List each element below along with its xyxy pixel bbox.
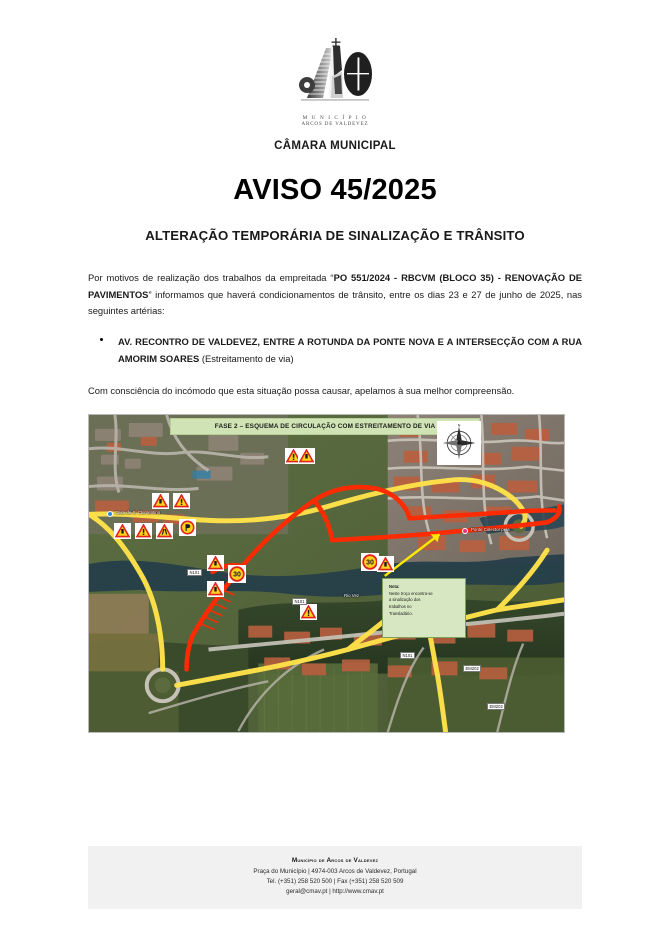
municipality-crest-icon — [293, 36, 377, 114]
logo-caption-line1: M U N I C Í P I O — [302, 115, 368, 121]
affected-streets-list — [88, 334, 582, 367]
note-line-3: trabalhos no — [389, 604, 412, 610]
closing-paragraph: Com consciência do incómodo que esta situação possa causar, apelamos à sua melhor compreensão. — [88, 385, 515, 397]
warning-roadworks-sign-6 — [207, 581, 224, 597]
note-line-1: Neste troço encontra-se — [389, 590, 433, 596]
footer-phone: Tel. (+351) 258 520 500 | Fax (+351) 258 520 509 — [266, 877, 404, 885]
page-title: AVISO 45/2025 — [233, 173, 437, 206]
map-label-river: Rio Vez — [344, 593, 360, 599]
intro-after: ” informamos que haverá condicionamentos de trânsito, entre os dias 23 e 27 de junho de 2025, nas seguintes artérias: — [88, 288, 582, 317]
map-phase-banner: FASE 2 – ESQUEMA DE CIRCULAÇÃO COM ESTREITAMENTO DE VIA — [170, 418, 480, 435]
note-line-4: Transladário. — [389, 610, 413, 616]
map-label-casa: Casa de S. Clementino — [115, 510, 161, 516]
svg-text:30: 30 — [366, 559, 374, 567]
road-badge-em202-b: EM202 — [487, 703, 505, 710]
road-badge-n101-a: N101 — [187, 569, 202, 576]
page-subtitle: ALTERAÇÃO TEMPORÁRIA DE SINALIZAÇÃO E TRÂNSITO — [145, 227, 525, 243]
footer-address: Praça do Município | 4974-003 Arcos de Valdevez, Portugal — [253, 867, 417, 875]
road-badge-em202-a: EM202 — [463, 665, 481, 672]
map-note-box — [382, 578, 466, 638]
compass-rose-icon — [437, 421, 481, 465]
street-name: AV. RECONTRO DE VALDEVEZ, ENTRE A ROTUNDA DA PONTE NOVA E A INTERSECÇÃO COM A RUA AMORIM SOARES — [118, 335, 582, 364]
list-item — [118, 334, 582, 367]
warning-roadworks-sign — [152, 493, 169, 509]
map-figure — [88, 414, 565, 733]
street-note: (Estreitamento de via) — [199, 352, 294, 364]
warning-exclamation-sign — [173, 493, 190, 509]
road-badge-n101-b: N101 — [292, 598, 307, 605]
warning-roadworks-sign-2 — [114, 523, 131, 539]
warning-exclamation-sign-2 — [135, 523, 152, 539]
warning-roadworks-sign-3 — [207, 555, 224, 571]
warning-exclamation-sign-4 — [300, 604, 317, 620]
footer-web: geral@cmav.pt | http://www.cmav.pt — [286, 887, 384, 895]
speed-limit-30-sign — [228, 565, 246, 583]
footer-org: Município de Arcos de Valdevez — [291, 856, 379, 864]
warning-roadworks-sign-4 — [298, 448, 315, 464]
logo-caption — [293, 115, 377, 129]
logo-container — [88, 0, 582, 129]
svg-text:30: 30 — [233, 571, 241, 579]
entity-name: CÂMARA MUNICIPAL — [274, 139, 396, 152]
document-footer — [88, 846, 582, 909]
bullet-point-icon — [100, 338, 103, 341]
map-label-bridge: Ponte Colector pela — [471, 527, 510, 533]
satellite-map-image — [89, 415, 564, 732]
contract-name: PO 551/2024 - RBCVM (BLOCO 35) - RENOVAÇÃO DE PAVIMENTOS — [88, 271, 582, 300]
svg-text:N: N — [457, 423, 461, 428]
warning-narrow-road-sign — [156, 523, 173, 539]
intro-paragraph — [88, 270, 582, 320]
logo-caption-line2: ARCOS DE VALDEVEZ — [301, 122, 369, 128]
warning-roadworks-sign-5 — [377, 556, 394, 572]
note-line-2: a sinalização dos — [389, 597, 421, 603]
intro-before: Por motivos de realização dos trabalhos da empreitada “ — [88, 271, 334, 283]
no-parking-sign — [179, 519, 196, 536]
road-badge-n101-c: N101 — [400, 652, 415, 659]
note-line-0: Nota: — [389, 584, 400, 590]
